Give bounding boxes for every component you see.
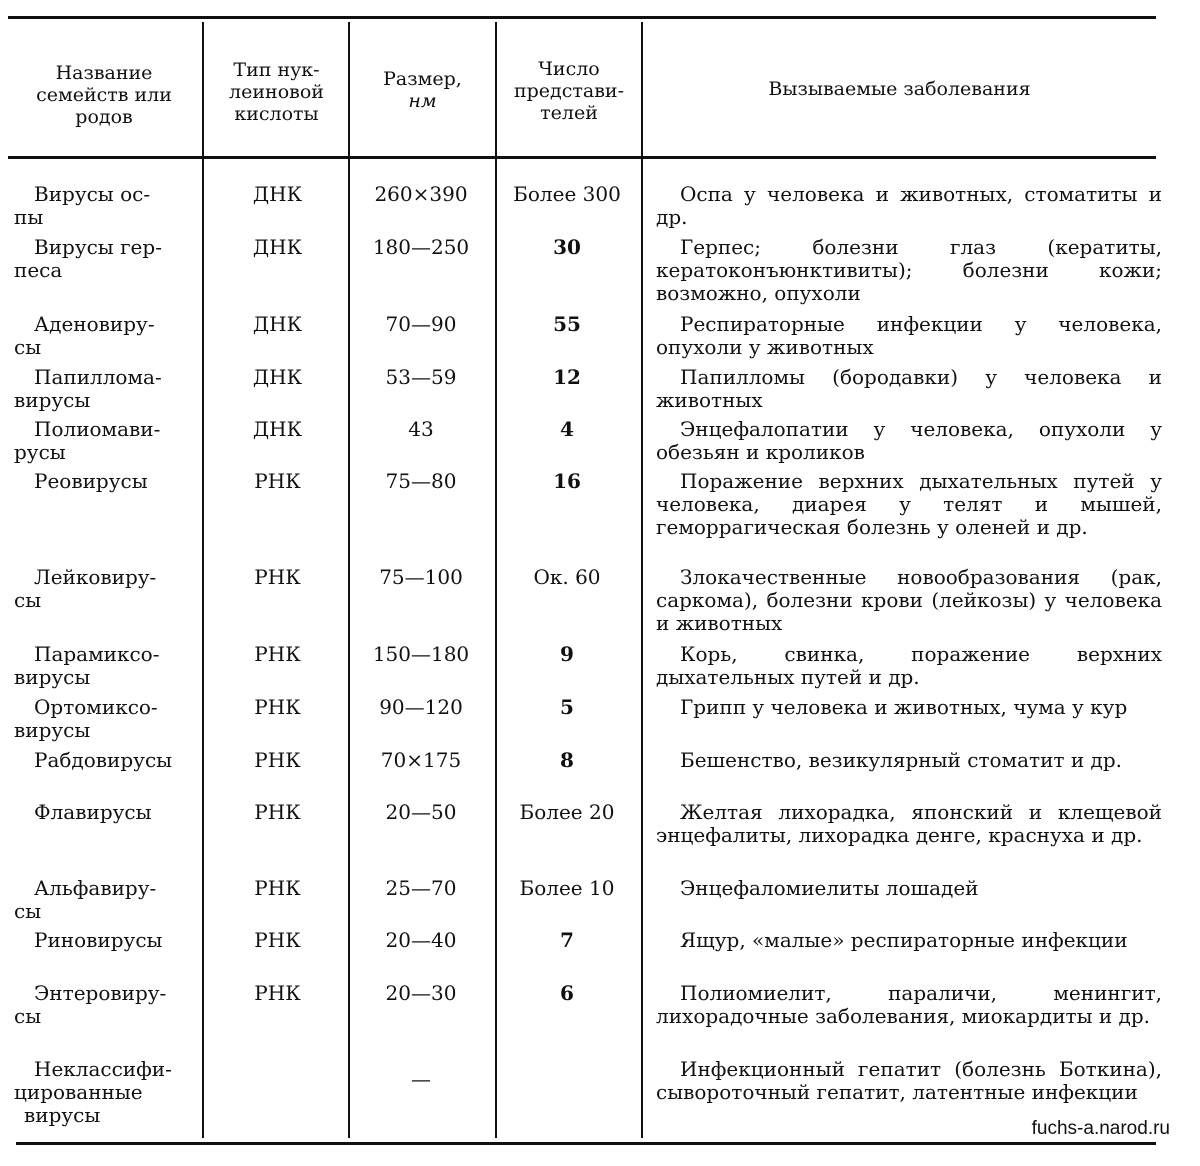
row-count: 8 [560, 748, 574, 772]
row-name: Вирусы гер- песа [14, 235, 162, 282]
watermark: fuchs-a.narod.ru [1031, 1118, 1170, 1139]
row-nucleic-acid: РНК [254, 748, 301, 772]
row-size: 20—40 [385, 928, 457, 952]
header-bottom-rule [8, 156, 1156, 159]
row-name: Полиомави- русы [14, 417, 161, 464]
row-nucleic-acid: ДНК [252, 365, 303, 389]
table-top-rule [8, 16, 1156, 19]
row-name: Реовирусы [34, 469, 148, 493]
row-count: Более 300 [513, 182, 621, 206]
row-diseases: Инфекционный гепатит (болезнь Боткина), сывороточный гепатит, латентные инфекции [656, 1057, 1162, 1104]
row-size: — [411, 1067, 431, 1091]
row-name: Рабдовирусы [34, 748, 173, 772]
row-size: 43 [408, 417, 434, 441]
row-diseases: Полиомиелит, параличи, менингит, лихорадочные заболевания, миокардиты и др. [656, 981, 1162, 1028]
row-name: Неклассифи- цированные вирусы [14, 1057, 172, 1127]
row-name: Энтеровиру- сы [14, 981, 167, 1028]
row-name: Аденовиру- сы [14, 312, 155, 359]
row-count: 7 [560, 928, 574, 952]
header-name: Название семейств или родов [36, 62, 172, 128]
row-name: Парамиксо- вирусы [14, 642, 160, 689]
row-size: 90—120 [379, 695, 463, 719]
table-bottom-rule [16, 1142, 1156, 1145]
row-size: 180—250 [372, 235, 470, 259]
row-name: Ортомиксо- вирусы [14, 695, 158, 742]
row-count: 16 [553, 469, 581, 493]
row-name: Риновирусы [34, 928, 163, 952]
row-size: 53—59 [385, 365, 457, 389]
row-nucleic-acid: ДНК [252, 235, 303, 259]
row-nucleic-acid: РНК [254, 695, 301, 719]
row-diseases: Оспа у человека и животных, стоматиты и др. [656, 182, 1162, 229]
row-name: Папиллома- вирусы [14, 365, 162, 412]
row-nucleic-acid: РНК [254, 565, 301, 589]
column-divider-1 [202, 22, 204, 1138]
row-size: 75—100 [379, 565, 463, 589]
row-count: 55 [553, 312, 581, 336]
row-diseases: Бешенство, везикулярный стоматит и др. [680, 748, 1123, 772]
row-count: Более 20 [519, 800, 615, 824]
row-diseases: Респираторные инфекции у человека, опухоли у животных [656, 312, 1162, 359]
column-divider-4 [641, 22, 643, 1138]
row-size: 20—30 [385, 981, 457, 1005]
header-nucleic-acid: Тип нук- леиновой кислоты [229, 59, 324, 125]
row-count: 4 [560, 417, 574, 441]
row-name: Альфавиру- сы [14, 876, 157, 923]
row-size: 70—90 [385, 312, 457, 336]
row-size: 75—80 [385, 469, 457, 493]
header-diseases: Вызываемые заболевания [768, 78, 1031, 100]
row-diseases: Папилломы (бородавки) у человека и животных [656, 365, 1162, 412]
row-name: Вирусы ос- пы [14, 182, 151, 229]
row-nucleic-acid: РНК [254, 876, 301, 900]
row-diseases: Ящур, «малые» респираторные инфекции [680, 928, 1128, 952]
header-count: Число представи- телей [513, 58, 625, 124]
row-diseases: Грипп у человека и животных, чума у кур [680, 695, 1128, 719]
row-size: 260×390 [374, 182, 468, 206]
row-nucleic-acid: РНК [254, 981, 301, 1005]
row-count: Более 10 [519, 876, 615, 900]
row-size: 25—70 [385, 876, 457, 900]
row-nucleic-acid: РНК [254, 642, 301, 666]
row-diseases: Злокачественные новообразования (рак, саркома), болезни крови (лейкозы) у человека и животных [656, 565, 1162, 635]
row-diseases: Энцефалопатии у человека, опухоли у обезьян и кроликов [656, 417, 1162, 464]
row-count: Ок. 60 [533, 565, 601, 589]
row-count: 9 [560, 642, 574, 666]
row-count: 6 [560, 981, 574, 1005]
row-diseases: Желтая лихорадка, японский и клещевой энцефалиты, лихорадка денге, краснуха и др. [656, 800, 1162, 847]
row-diseases: Корь, свинка, поражение верхних дыхательных путей и др. [656, 642, 1162, 689]
row-count: 12 [553, 365, 581, 389]
row-nucleic-acid: ДНК [252, 182, 303, 206]
row-diseases: Поражение верхних дыхательных путей у человека, диарея у телят и мышей, геморрагическая болезнь у оленей и др. [656, 469, 1162, 539]
row-nucleic-acid: РНК [254, 469, 301, 493]
row-size: 20—50 [385, 800, 457, 824]
header-size: Размер, нм [383, 68, 462, 112]
row-count: 30 [553, 235, 581, 259]
row-size: 70×175 [380, 748, 462, 772]
row-diseases: Герпес; болезни глаз (кератиты, кератоконъюнктивиты); болезни кожи; возможно, опухоли [656, 235, 1162, 305]
row-nucleic-acid: ДНК [252, 417, 303, 441]
row-name: Лейковиру- сы [14, 565, 157, 612]
row-name: Флавирусы [34, 800, 152, 824]
row-diseases: Энцефаломиелиты лошадей [680, 876, 979, 900]
row-nucleic-acid: РНК [254, 928, 301, 952]
row-count: 5 [560, 695, 574, 719]
row-size: 150—180 [372, 642, 470, 666]
row-nucleic-acid: ДНК [252, 312, 303, 336]
row-nucleic-acid: РНК [254, 800, 301, 824]
